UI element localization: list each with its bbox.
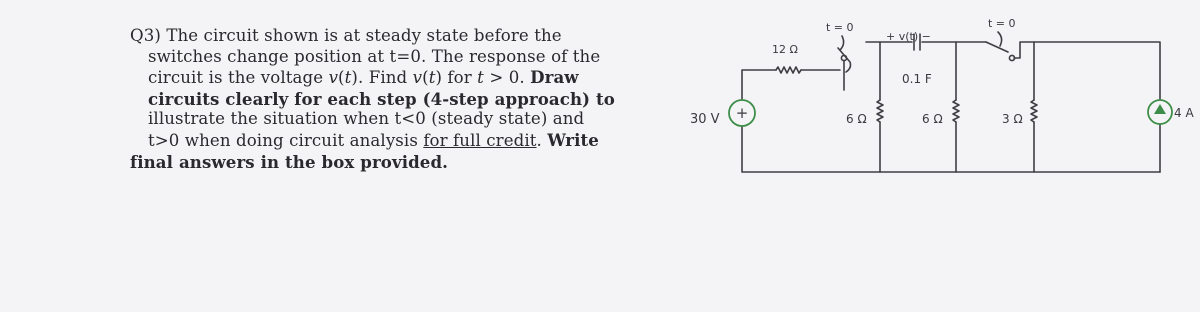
question-line-4: circuits clearly for each step (4-step approach) to bbox=[148, 88, 615, 109]
r-3-label: 3 Ω bbox=[1002, 112, 1023, 126]
resistor-3-zigzag bbox=[1031, 100, 1037, 122]
vt-label: + v(t) − bbox=[886, 30, 931, 43]
question-line-3: circuit is the voltage v(t). Find v(t) for t > 0. Draw bbox=[148, 67, 579, 88]
capacitor-label: 0.1 F bbox=[902, 72, 932, 86]
switch2-blade bbox=[986, 42, 1008, 52]
resistor-12ohm-zigzag bbox=[776, 67, 801, 73]
wire-left-top bbox=[742, 70, 776, 100]
resistor-6a-zigzag bbox=[877, 100, 883, 122]
wire-left-vertical bbox=[742, 126, 1160, 172]
voltage-source-plus: + bbox=[735, 104, 749, 122]
source-voltage-label: 30 V bbox=[690, 112, 720, 127]
switch2-label: t = 0 bbox=[988, 17, 1016, 30]
switch1-label: t = 0 bbox=[826, 21, 854, 34]
switch2-arrow bbox=[998, 32, 1002, 46]
question-number: Q3) bbox=[130, 26, 161, 45]
question-line-7: final answers in the box provided. bbox=[130, 151, 449, 172]
wire-switch2-right bbox=[1014, 42, 1160, 100]
question-line-2: switches change position at t=0. The response of the bbox=[148, 46, 601, 66]
r-6a-label: 6 Ω bbox=[846, 112, 867, 126]
question-line-5: illustrate the situation when t<0 (steady state) and bbox=[148, 109, 585, 129]
current-source-label: 4 A bbox=[1174, 106, 1194, 120]
wire-cap-right bbox=[922, 42, 956, 100]
question-line-1: Q3) The circuit shown is at steady state before the bbox=[130, 26, 562, 45]
r-series-label: 12 Ω bbox=[772, 43, 798, 56]
switch1-arrow bbox=[840, 36, 844, 50]
r-6b-label: 6 Ω bbox=[922, 112, 943, 126]
resistor-6b-zigzag bbox=[953, 100, 959, 122]
wire-top-middle bbox=[866, 42, 880, 100]
question-line-6: t>0 when doing circuit analysis for full credit. Write bbox=[148, 129, 599, 150]
